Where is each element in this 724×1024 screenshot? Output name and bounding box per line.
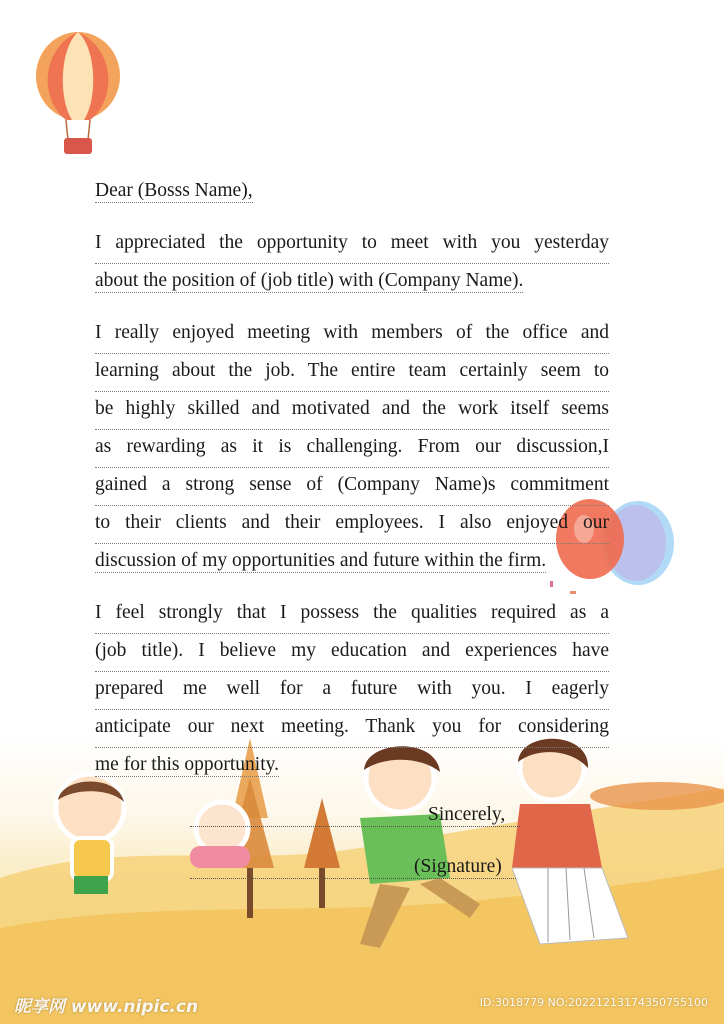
- letter-body: [95, 172, 609, 784]
- paragraph-line: [95, 314, 609, 352]
- paragraph-line: [95, 352, 609, 390]
- paragraph-text: discussion of my opportunities and future within the firm.: [95, 550, 547, 571]
- paragraph-line: [95, 632, 609, 670]
- paragraph-line: [95, 504, 609, 542]
- paragraph-text: I feel strongly that I possess the qualities required as a: [95, 594, 609, 634]
- hot-air-balloon-icon: [28, 28, 128, 168]
- paragraph-text: anticipate our next meeting. Thank you for considering: [95, 708, 609, 748]
- closing-dotted-line: [190, 826, 520, 827]
- paragraph-2: [95, 314, 609, 580]
- image-id-watermark: ID:3018779 NO:20221213174350755100: [479, 996, 708, 1009]
- salutation-text: Dear (Bosss Name),: [95, 180, 253, 201]
- paragraph-line: [95, 670, 609, 708]
- paragraph-text: gained a strong sense of (Company Name)s commitment: [95, 466, 609, 506]
- paragraph-line: [95, 466, 609, 504]
- paragraph-line: [95, 746, 609, 784]
- salutation-line: [95, 172, 609, 210]
- paragraph-text: I really enjoyed meeting with members of the office and: [95, 314, 609, 354]
- paragraph-line: [95, 708, 609, 746]
- site-watermark: 昵享网 www.nipic.cn: [14, 997, 199, 1017]
- paragraph-line: [95, 428, 609, 466]
- paragraph-text: to their clients and their employees. I also enjoyed our: [95, 504, 609, 544]
- paragraph-text: about the position of (job title) with (Company Name).: [95, 270, 524, 291]
- paragraph-text: prepared me well for a future with you. I eagerly: [95, 670, 609, 710]
- closing-text: Sincerely,: [428, 804, 506, 825]
- paragraph-text: I appreciated the opportunity to meet with you yesterday: [95, 224, 609, 264]
- paragraph-3: [95, 594, 609, 784]
- paragraph-text: me for this opportunity.: [95, 754, 279, 775]
- paragraph-text: learning about the job. The entire team certainly seem to: [95, 352, 609, 392]
- paragraph-text: (job title). I believe my education and experiences have: [95, 632, 609, 672]
- paragraph-line: [95, 390, 609, 428]
- paragraph-line: [95, 262, 609, 300]
- paragraph-text: as rewarding as it is challenging. From our discussion,I: [95, 428, 609, 468]
- signature-text: (Signature): [414, 856, 502, 877]
- paragraph-line: [95, 542, 609, 580]
- paragraph-1: [95, 224, 609, 300]
- paragraph-text: be highly skilled and motivated and the work itself seems: [95, 390, 609, 430]
- paragraph-line: [95, 224, 609, 262]
- paragraph-line: [95, 594, 609, 632]
- signature-dotted-line: [190, 878, 516, 879]
